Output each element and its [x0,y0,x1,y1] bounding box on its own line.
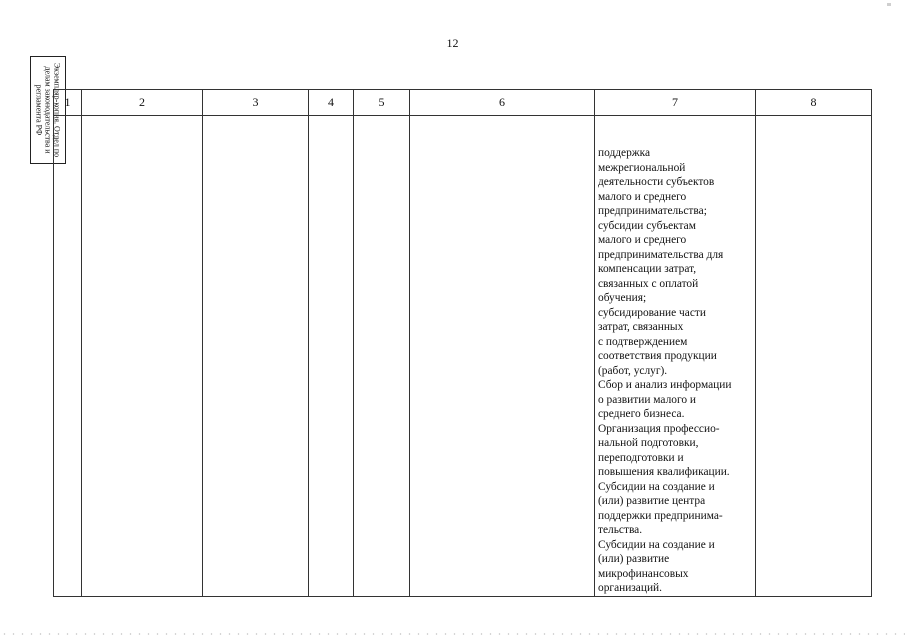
cell-col-2 [82,116,203,597]
document-table [53,89,872,597]
cell-col-6 [410,116,595,597]
table-row [54,116,872,597]
measures-text: поддержка межрегиональной деятельности субъектов малого и среднего предпринимательства; субсидии субъектам малого и среднего предпринимательства для компенсации затрат, связанных с оплатой обучения; субсидирование части затрат, связанных с подтверждением соответствия продукции (работ, услуг). Сбор и анализ информации о развитии малого и среднего бизнеса. Организация профессио- нальной подготовки, переподготовки и повышения квалификации. Субсидии на создание и (или) развитие центра поддержки предпринима- тельства. Субсидии на создание и (или) развитие микрофинансовых организаций. [598,147,732,594]
column-header-4: 4 [309,90,354,116]
stamp-text: Экземпляр-копия. Отдел по делам законодательства и регламента РФ [34,62,62,158]
scan-speck [887,3,891,6]
column-header-2: 2 [82,90,203,116]
column-header-3: 3 [203,90,309,116]
cell-col-3 [203,116,309,597]
column-header-1: 1 [54,90,82,116]
column-header-5: 5 [354,90,410,116]
cell-col-5 [354,116,410,597]
cell-col-1 [54,116,82,597]
page-number: 12 [446,36,459,50]
column-header-7: 7 [595,90,756,116]
cell-col-8 [756,116,872,597]
cell-col-4 [309,116,354,597]
cell-col-7 [595,116,756,597]
column-header-6: 6 [410,90,595,116]
column-header-8: 8 [756,90,872,116]
scan-noise-line [0,633,905,635]
header-row [54,90,872,116]
